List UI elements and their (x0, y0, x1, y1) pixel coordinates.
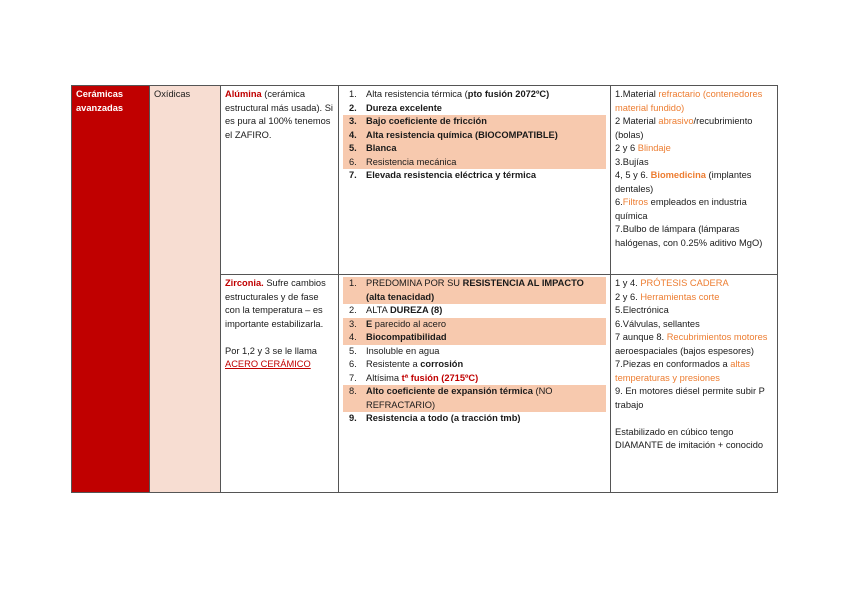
app-line: 6.Válvulas, sellantes (615, 318, 700, 329)
app-line: 4, 5 y 6. Biomedicina (implantes dentales) (615, 170, 752, 194)
app-line: 9. En motores diésel permite subir P trabajo (615, 386, 765, 410)
material-desc-zirconia: Sufre cambios estructurales y de fase con la temperatura – es importante estabilizarla. (225, 278, 326, 329)
app-line: 2 y 6. Herramientas corte (615, 291, 720, 302)
properties-list-alumina (343, 88, 606, 183)
list-item: 7. Altísima tª fusión (2715ºC) (349, 372, 479, 383)
app-line: 5.Electrónica (615, 305, 669, 315)
list-item: 3. E parecido al acero (343, 318, 606, 332)
list-item: 6. Resistencia mecánica (343, 156, 606, 170)
material-cell-alumina (221, 86, 339, 275)
acero-ceramico-link[interactable]: ACERO CERÁMICO (225, 359, 311, 369)
app-line: 1 y 4. PRÓTESIS CADERA (615, 278, 729, 288)
app-line: 7.Piezas en conformados a altas temperaturas y presiones (615, 359, 750, 383)
app-line: 7.Bulbo de lámpara (lámparas halógenas, con 0.25% aditivo MgO) (615, 224, 763, 248)
subcategory-cell (150, 86, 221, 493)
material-desc-alumina: (cerámica estructural más usada). Si es pura al 100% tenemos el ZAFIRO. (225, 89, 333, 140)
material-name-alumina: Alúmina (225, 89, 262, 99)
list-item: 5. Blanca (343, 142, 606, 156)
list-item: 5. Insoluble en agua (349, 345, 440, 356)
list-item: 4. Biocompatibilidad (343, 331, 606, 345)
list-item: 7. Elevada resistencia eléctrica y térmica (349, 170, 537, 180)
subcategory-label: Oxídicas (154, 89, 191, 99)
applications-cell-alumina (611, 86, 778, 275)
properties-cell-zirconia (339, 275, 611, 493)
properties-list-zirconia (343, 277, 606, 426)
list-item: 1. PREDOMINA POR SU RESISTENCIA AL IMPACTO (alta tenacidad) (343, 277, 606, 304)
app-line: 3.Bujías (615, 156, 649, 167)
category-cell (72, 86, 150, 493)
list-item: 2. Dureza excelente (349, 102, 442, 113)
app-line: 1.Material refractario (contenedores material fundido) (615, 89, 763, 113)
list-item: 9. Resistencia a todo (a tracción tmb) (349, 413, 521, 423)
material-name-zirconia: Zirconia. (225, 278, 264, 288)
applications-cell-zirconia (611, 275, 778, 493)
list-item: 3. Bajo coeficiente de fricción (343, 115, 606, 129)
list-item: 2. ALTA DUREZA (8) (349, 305, 443, 315)
app-line: 2 Material abrasivo/recubrimiento (bolas) (615, 116, 753, 140)
app-line: 6.Filtros empleados en industria química (615, 197, 747, 221)
list-item: 6. Resistente a corrosión (349, 359, 464, 369)
properties-cell-alumina (339, 86, 611, 275)
zirconia-note: Por 1,2 y 3 se le llama (225, 345, 317, 356)
ceramics-table (71, 85, 778, 493)
material-cell-zirconia (221, 275, 339, 493)
list-item: 1. Alta resistencia térmica (pto fusión 2072ºC) (349, 89, 550, 99)
category-label: Cerámicas avanzadas (76, 89, 124, 113)
list-item: 4. Alta resistencia química (BIOCOMPATIBLE) (343, 129, 606, 143)
table-row (72, 86, 778, 275)
app-line: 7 aunque 8. Recubrimientos motores aeroespaciales (bajos espesores) (615, 332, 768, 356)
app-line: 2 y 6 Blindaje (615, 143, 671, 153)
app-line: Estabilizado en cúbico tengo DIAMANTE de imitación + conocido (615, 426, 764, 450)
list-item: 8. Alto coeficiente de expansión térmica (NO REFRACTARIO) (343, 385, 606, 412)
